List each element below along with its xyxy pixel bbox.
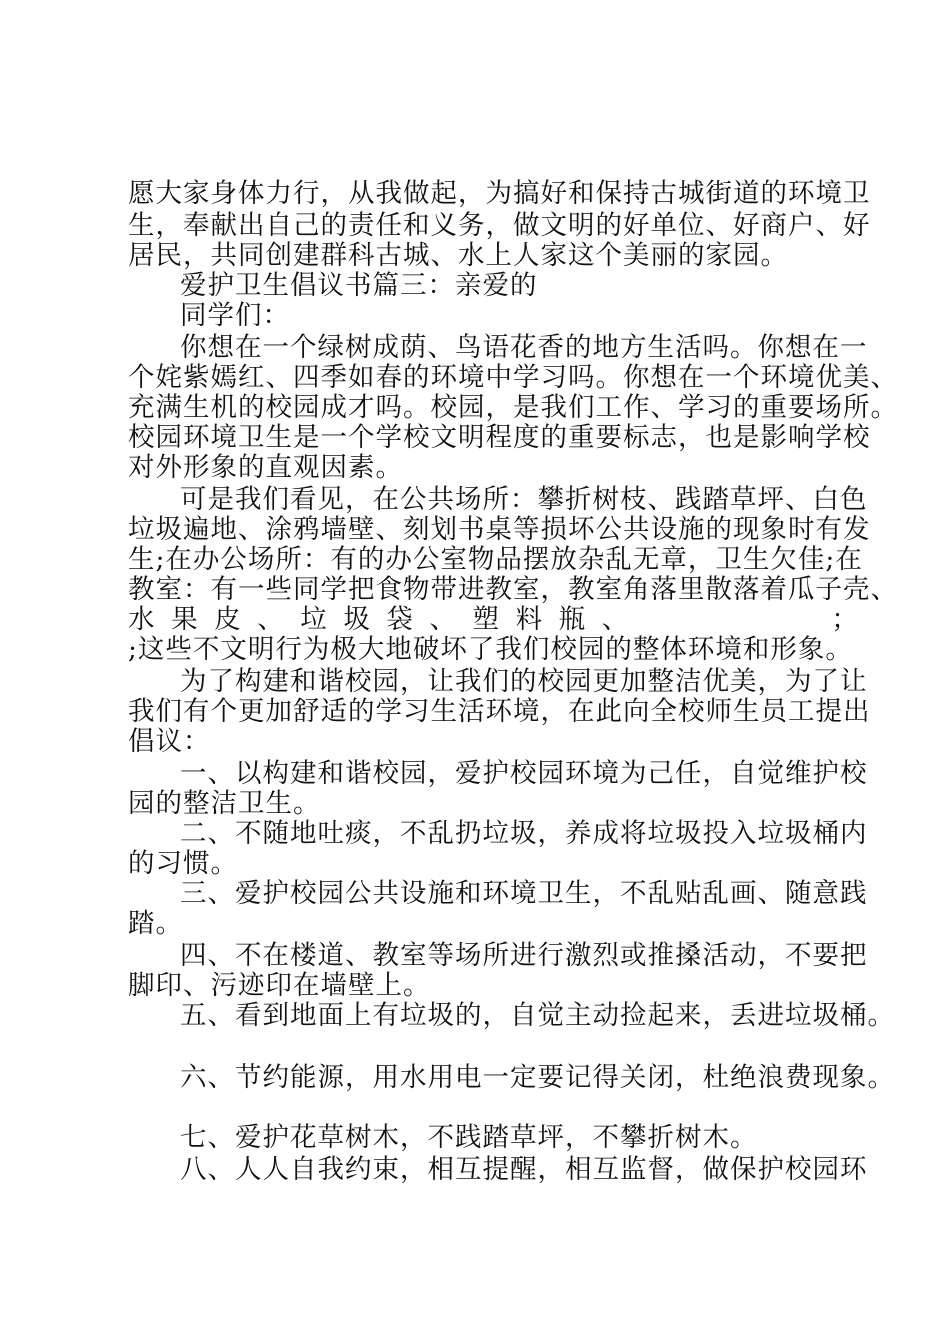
text-line: 生，奉献出自己的责任和义务，做文明的好单位、好商户、好	[128, 210, 871, 241]
spaced-char: 垃	[300, 604, 327, 635]
spaced-char: 果	[171, 604, 198, 635]
list-item-8: 八、人人自我约束，相互提醒，相互监督，做保护校园环	[180, 1154, 868, 1185]
list-item-4: 四、不在楼道、教室等场所进行激烈或推搡活动，不要把	[180, 940, 868, 971]
list-item-3-cont: 踏。	[128, 908, 183, 939]
text-line: 充满生机的校园成才吗。校园，是我们工作、学习的重要场所。	[128, 392, 898, 423]
list-item-1-cont: 园的整洁卫生。	[128, 788, 321, 819]
spaced-char: 、	[257, 604, 284, 635]
text-line: ;这些不文明行为极大地破坏了我们校园的整体环境和形象。	[128, 634, 853, 665]
list-item-3: 三、爱护校园公共设施和环境卫生，不乱贴乱画、随意践	[180, 878, 868, 909]
text-line: 可是我们看见，在公共场所：攀折树枝、践踏草坪、白色	[180, 484, 868, 515]
spaced-char: 皮	[214, 604, 241, 635]
spaced-text-line	[128, 604, 858, 636]
text-line: 愿大家身体力行，从我做起，为搞好和保持古城街道的环境卫	[128, 178, 871, 209]
spaced-char: 水	[128, 604, 155, 635]
text-line: 你想在一个绿树成荫、鸟语花香的地方生活吗。你想在一	[180, 332, 868, 363]
list-item-7: 七、爱护花草树木，不践踏草坪，不攀折树木。	[180, 1122, 758, 1153]
text-line: 为了构建和谐校园，让我们的校园更加整洁优美，为了让	[180, 666, 868, 697]
text-line: 校园环境卫生是一个学校文明程度的重要标志，也是影响学校	[128, 422, 871, 453]
text-line: 倡议：	[128, 726, 211, 757]
text-line: 对外形象的直观因素。	[128, 452, 403, 483]
list-item-2-cont: 的习惯。	[128, 848, 238, 879]
spaced-char: 瓶	[558, 604, 586, 635]
spaced-char: 袋	[386, 604, 413, 635]
spaced-char: 料	[515, 604, 543, 635]
section-heading: 爱护卫生倡议书篇三：亲爱的	[180, 270, 538, 301]
salutation: 同学们：	[180, 300, 290, 331]
text-line: 垃圾遍地、涂鸦墙壁、刻划书桌等损坏公共设施的现象时有发	[128, 514, 871, 545]
list-item-6: 六、节约能源，用水用电一定要记得关闭，杜绝浪费现象。	[180, 1062, 895, 1093]
text-line: 我们有个更加舒适的学习生活环境，在此向全校师生员工提出	[128, 696, 871, 727]
list-item-4-cont: 脚印、污迹印在墙壁上。	[128, 970, 431, 1001]
text-line: 居民，共同创建群科古城、水上人家这个美丽的家园。	[128, 240, 788, 271]
spaced-char: 塑	[472, 604, 499, 635]
text-line: 生;在办公场所：有的办公室物品摆放杂乱无章，卫生欠佳;在	[128, 544, 863, 575]
spaced-char: 、	[429, 604, 456, 635]
text-line: 个姹紫嫣红、四季如春的环境中学习吗。你想在一个环境优美、	[128, 362, 898, 393]
list-item-5: 五、看到地面上有垃圾的，自觉主动捡起来，丢进垃圾桶。	[180, 1000, 895, 1031]
spaced-char: ；	[831, 604, 858, 635]
spaced-char: 圾	[343, 604, 370, 635]
text-line: 教室：有一些同学把食物带进教室，教室角落里散落着瓜子壳、	[128, 574, 898, 605]
spaced-char: 、	[601, 604, 629, 635]
list-item-1: 一、以构建和谐校园，爱护校园环境为己任，自觉维护校	[180, 758, 868, 789]
list-item-2: 二、不随地吐痰，不乱扔垃圾，养成将垃圾投入垃圾桶内	[180, 818, 868, 849]
